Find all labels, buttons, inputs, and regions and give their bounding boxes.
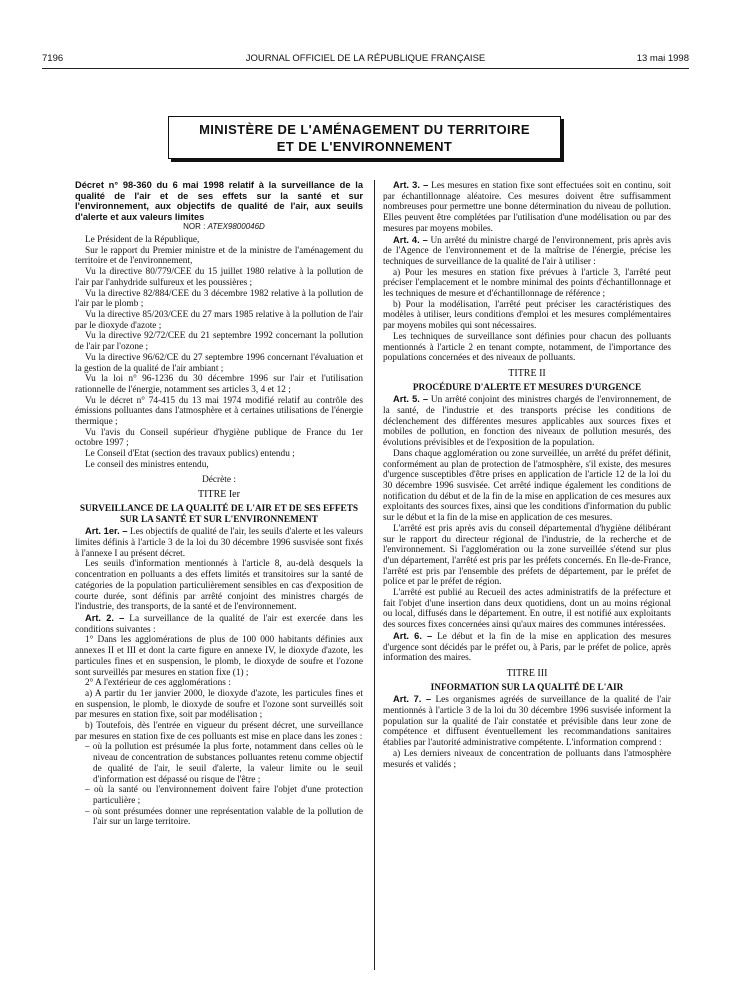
column-separator xyxy=(374,180,375,970)
decree-title: Décret n° 98-360 du 6 mai 1998 relatif à la surveillance de la qualité de l'air et de ses effets sur la santé et sur l'environnement, aux objectifs de qualité de l'air, aux seuils d'alerte et aux valeurs limites xyxy=(75,180,363,222)
titre-3-heading: TITRE III xyxy=(506,667,548,679)
ministry-banner xyxy=(168,116,561,159)
preamble-line: Vu la directive 96/62/CE du 27 septembre 1996 concernant l'évaluation et la gestion de la qualité de l'air ambiant ; xyxy=(75,352,363,374)
titre-1-heading: TITRE Ier xyxy=(198,489,240,501)
running-header xyxy=(42,53,689,67)
article-5 xyxy=(383,394,671,449)
article-2-label: Art. 2. – xyxy=(85,612,125,623)
article-6 xyxy=(383,631,671,664)
article-4-text: Un arrêté du ministre chargé de l'environnement, pris après avis de l'Agence de l'environnement et de la maîtrise de l'énergie, précise les techniques de surveillance de la qualité de l'air à utiliser : xyxy=(383,235,671,267)
article-5-paragraph-2: Dans chaque agglomération ou zone surveillée, un arrêté du préfet définit, conformément au plan de protection de l'atmosphère, s'il existe, des mesures d'urgence susceptibles d'être prises en application de l'article 12 de la loi du 30 décembre 1996 susvisée. Cet arrêté indique également les conditions de notification du début et de la fin de la mise en application de ces mesures aux exploitants des sources fixes, ainsi que les conditions d'information du public sur le début et la fin de la mise en application de ces mesures. xyxy=(383,448,671,524)
preamble-line: Le Président de la République, xyxy=(85,235,200,246)
preamble-line: Vu l'avis du Conseil supérieur d'hygiène publique de France du 1er octobre 1997 ; xyxy=(75,427,363,449)
article-1 xyxy=(75,526,363,559)
preamble-line: Vu la directive 85/203/CEE du 27 mars 1985 relative à la pollution de l'air par le dioxyde d'azote ; xyxy=(75,310,363,331)
nor-code: ATEX9800046D xyxy=(207,222,265,232)
ministry-line-2: ET DE L'ENVIRONNEMENT xyxy=(276,139,453,154)
article-3-label: Art. 3. – xyxy=(393,180,429,190)
list-item: – où sont présumées donner une représentation valable de la pollution de l'air sur un large territoire. xyxy=(85,806,363,828)
article-5-paragraph-3: L'arrêté est pris après avis du conseil départemental d'hygiène délibérant sur le rapport du directeur régional de l'industrie, de la recherche et de l'environnement. Si l'agglomération ou la zone surveillée s'étend sur plus d'un département, l'arrêté est pris par les préfets concernés. En Ile-de-France, l'arrêté est pris par l'ensemble des préfets de département, par le préfet de police et par le préfet de région. xyxy=(383,523,671,588)
preamble xyxy=(75,235,363,470)
preamble-line: Vu la directive 92/72/CEE du 21 septembre 1992 concernant la pollution de l'air par l'ozone ; xyxy=(75,331,363,353)
ministry-line-1: MINISTÈRE DE L'AMÉNAGEMENT DU TERRITOIRE xyxy=(199,122,530,137)
titre-3-subtitle: INFORMATION SUR LA QUALITÉ DE L'AIR xyxy=(430,682,624,693)
preamble-line: Vu le décret n° 74-415 du 13 mai 1974 modifié relatif au contrôle des émissions polluantes dans l'atmosphère et à certaines utilisations de l'énergie thermique ; xyxy=(75,395,363,428)
preamble-line: Sur le rapport du Premier ministre et de la ministre de l'aménagement du territoire et de l'environnement, xyxy=(75,245,363,267)
page-number: 7196 xyxy=(42,53,64,64)
nor-reference xyxy=(75,222,363,233)
article-7 xyxy=(383,694,671,749)
preamble-line: Vu la directive 80/779/CEE du 15 juillet 1980 relative à la pollution de l'air par l'anhydride sulfureux et les poussières ; xyxy=(75,267,363,288)
article-7-text: Les organismes agréés de surveillance de la qualité de l'air mentionnés à l'article 3 de la loi du 30 décembre 1996 susvisée informent la population sur la qualité de l'air constatée et prévisible dans leur zone de compétence et diffusent éventuellement les recommandations sanitaires établies par l'autorité administrative compétente. L'information comprend : xyxy=(383,695,671,749)
article-2-item-b: b) Toutefois, dès l'entrée en vigueur du présent décret, une surveillance par mesures en station fixe de ces polluants est mise en place dans les zones : xyxy=(75,721,363,742)
preamble-line: Vu la directive 82/884/CEE du 3 décembre 1982 relative à la pollution de l'air par le plomb ; xyxy=(75,288,363,310)
article-2-item-a: a) A partir du 1er janvier 2000, le dioxyde d'azote, les particules fines et en suspension, le plomb, le dioxyde de soufre et l'ozone sont surveillés soit par mesures en station fixe, soit par modélisation ; xyxy=(75,688,363,721)
article-4-item-b: b) Pour la modélisation, l'arrêté peut préciser les caractéristiques des modèles à utiliser, leurs conditions d'emploi et les mesures complémentaires par moyens mobiles qui sont nécessaires. xyxy=(383,299,671,332)
article-1-text: Les objectifs de qualité de l'air, les seuils d'alerte et les valeurs limites définis à l'article 3 de la loi du 30 décembre 1996 susvisée sont fixés à l'annexe I au présent décret. xyxy=(75,527,363,559)
nor-label: NOR : xyxy=(183,222,206,232)
preamble-line: Vu la loi n° 96-1236 du 30 décembre 1996 sur l'air et l'utilisation rationnelle de l'énergie, notamment ses articles 3, 4 et 12 ; xyxy=(75,374,363,395)
article-7-label: Art. 7. – xyxy=(393,694,432,705)
titre-2-heading: TITRE II xyxy=(508,367,546,379)
article-2-item-1: 1° Dans les agglomérations de plus de 100 000 habitants définies aux annexes II et III et dont la carte figure en annexe IV, le dioxyde d'azote, les particules fines et en suspension, le plomb, le dioxyde de soufre et l'ozone sont surveillés par mesures en station fixe (1) ; xyxy=(75,635,363,678)
list-item: – où la pollution est présumée la plus forte, notamment dans celles où le niveau de concentration de substances polluantes retenu comme objectif de qualité de l'air, le seuil d'alerte, la valeur limite ou le seuil d'information est dépassé ou risque de l'être ; xyxy=(85,742,363,785)
left-column xyxy=(75,180,363,828)
article-1-label: Art. 1er. – xyxy=(85,526,128,537)
article-5-text: Un arrêté conjoint des ministres chargés de l'environnement, de la santé, de l'industrie et des transports précise les conditions de déclenchement des différentes mesures applicables aux sources fixes et mobiles de pollution, en fonction des niveaux de pollution mesurés, des évolutions prévisibles et de l'exposition de la population. xyxy=(383,395,671,449)
issue-date: 13 mai 1998 xyxy=(636,53,689,64)
article-4-label: Art. 4. – xyxy=(393,234,428,245)
titre-1-subtitle: SURVEILLANCE DE LA QUALITÉ DE L'AIR ET DE SES EFFETS SUR LA SANTÉ ET SUR L'ENVIRONNEMENT xyxy=(79,503,359,525)
article-5-label: Art. 5. – xyxy=(393,394,429,405)
article-5-paragraph-4: L'arrêté est publié au Recueil des actes administratifs de la préfecture et fait l'objet d'une insertion dans deux quotidiens, dont un au moins régional ou local, diffusés dans le département. En outre, il est notifié aux exploitants des sources fixes concernées ainsi qu'aux maires des communes intéressées. xyxy=(383,588,671,631)
article-6-text: Le début et la fin de la mise en application des mesures d'urgence sont décidés par le préfet ou, à Paris, par le préfet de police, après information des maires. xyxy=(383,631,671,664)
article-6-label: Art. 6. – xyxy=(393,630,433,641)
list-item: – où la santé ou l'environnement doivent faire l'objet d'une protection particulière ; xyxy=(85,785,363,806)
header-rule xyxy=(42,68,689,69)
article-3 xyxy=(383,180,671,235)
article-2-text: La surveillance de la qualité de l'air est exercée dans les conditions suivantes : xyxy=(75,613,364,635)
article-4-item-a: a) Pour les mesures en station fixe prévues à l'article 3, l'arrêté peut préciser l'emplacement et le nombre minimal des points d'échantillonnage et les techniques de mesure et d'échantillonnage de référence ; xyxy=(383,267,671,300)
article-4-paragraph: Les techniques de surveillance sont définies pour chacun des polluants mentionnés à l'article 2 en tenant compte, notamment, de l'importance des populations concernées et des niveaux de polluants. xyxy=(383,331,671,364)
decrete-line: Décrète : xyxy=(202,474,236,485)
right-column xyxy=(383,180,671,770)
article-2-item-2: 2° A l'extérieur de ces agglomérations : xyxy=(85,678,231,689)
article-4 xyxy=(383,235,671,268)
article-3-text: Les mesures en station fixe sont effectuées soit en continu, soit par échantillonnage aléatoire. Ces mesures doivent être suffisamment nombreuses pour permettre une bonne détermination du niveau de pollution. Elles peuvent être complétées par l'utilisation d'une modélisation ou par des mesures par moyens mobiles. xyxy=(383,181,671,234)
article-1-paragraph-2: Les seuils d'information mentionnés à l'article 8, au-delà desquels la concentration en polluants a des effets limités et transitoires sur la santé de catégories de la population particulièrement sensibles en cas d'exposition de courte durée, sont définis par arrêté conjoint des ministres chargés de l'industrie, des transports, de la santé et de l'environnement. xyxy=(75,559,363,613)
journal-title: JOURNAL OFFICIEL DE LA RÉPUBLIQUE FRANÇAISE xyxy=(245,53,486,64)
preamble-line: Le Conseil d'Etat (section des travaux publics) entendu ; xyxy=(85,449,295,460)
titre-2-subtitle: PROCÉDURE D'ALERTE ET MESURES D'URGENCE xyxy=(412,382,642,393)
article-7-item-a: a) Les derniers niveaux de concentration de polluants dans l'atmosphère mesurés et validés ; xyxy=(383,748,671,770)
article-2 xyxy=(75,613,363,635)
preamble-line: Le conseil des ministres entendu, xyxy=(85,459,209,470)
